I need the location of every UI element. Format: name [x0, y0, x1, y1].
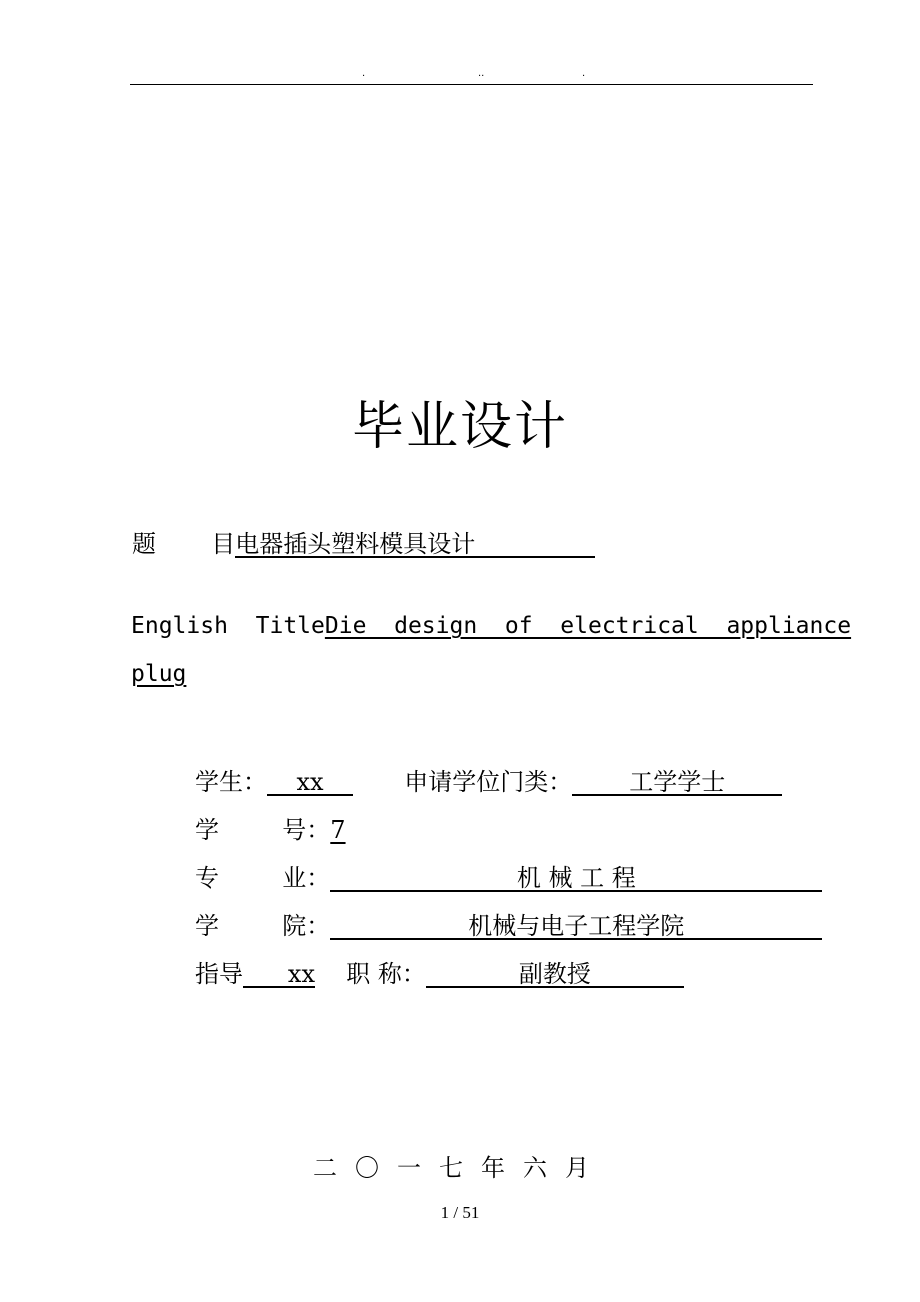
major-field — [330, 862, 822, 892]
advisor-label: 指导 — [195, 960, 243, 988]
advisor-value: xx — [287, 960, 315, 988]
degree-value: 工学学士 — [629, 768, 726, 796]
college-field — [330, 910, 822, 940]
header-mark: .. — [478, 68, 485, 79]
degree-field — [572, 766, 782, 796]
date: 二〇一七年六月 — [313, 1154, 607, 1182]
advisor-row — [195, 958, 684, 990]
topic-row — [132, 528, 595, 560]
header-mark: . — [362, 68, 366, 79]
page-number: 1 / 51 — [440, 1203, 480, 1222]
student-name-label: 学生： — [195, 768, 267, 796]
student-id-row — [195, 814, 346, 846]
college-row — [195, 910, 822, 942]
english-title-label: English Title — [131, 613, 325, 639]
advisor-field — [243, 958, 315, 988]
college-label-2: 院： — [282, 912, 331, 940]
student-id-value: 7 — [330, 816, 346, 844]
rank-label: 职 称： — [346, 960, 426, 988]
student-name-field — [267, 766, 353, 796]
english-title-row-2 — [131, 658, 186, 690]
college-label-1: 学 — [195, 912, 219, 940]
major-row — [195, 862, 822, 894]
topic-label-ti: 题 — [132, 530, 156, 558]
page-title: 毕业设计 — [351, 397, 568, 457]
english-title-value-2: plug — [131, 661, 187, 687]
english-title-row — [131, 610, 851, 642]
rank-field — [426, 958, 684, 988]
header-mark: . — [582, 68, 586, 79]
major-value: 机 械 工 程 — [516, 864, 636, 892]
english-title-value: Die design of electrical appliance — [324, 613, 852, 639]
topic-value: 电器插头塑料模具设计 — [235, 530, 476, 558]
header-rule — [130, 84, 813, 85]
student-id-label-2: 号： — [282, 816, 331, 844]
college-value: 机械与电子工程学院 — [468, 912, 685, 940]
rank-value: 副教授 — [518, 960, 591, 988]
student-id-label-1: 学 — [195, 816, 219, 844]
topic-label-mu: 目 — [211, 530, 236, 558]
degree-label: 申请学位门类： — [404, 768, 573, 796]
student-degree-row — [195, 766, 782, 798]
topic-field — [235, 528, 595, 558]
major-label-1: 专 — [195, 864, 219, 892]
major-label-2: 业： — [282, 864, 331, 892]
student-name-value: xx — [296, 768, 324, 796]
